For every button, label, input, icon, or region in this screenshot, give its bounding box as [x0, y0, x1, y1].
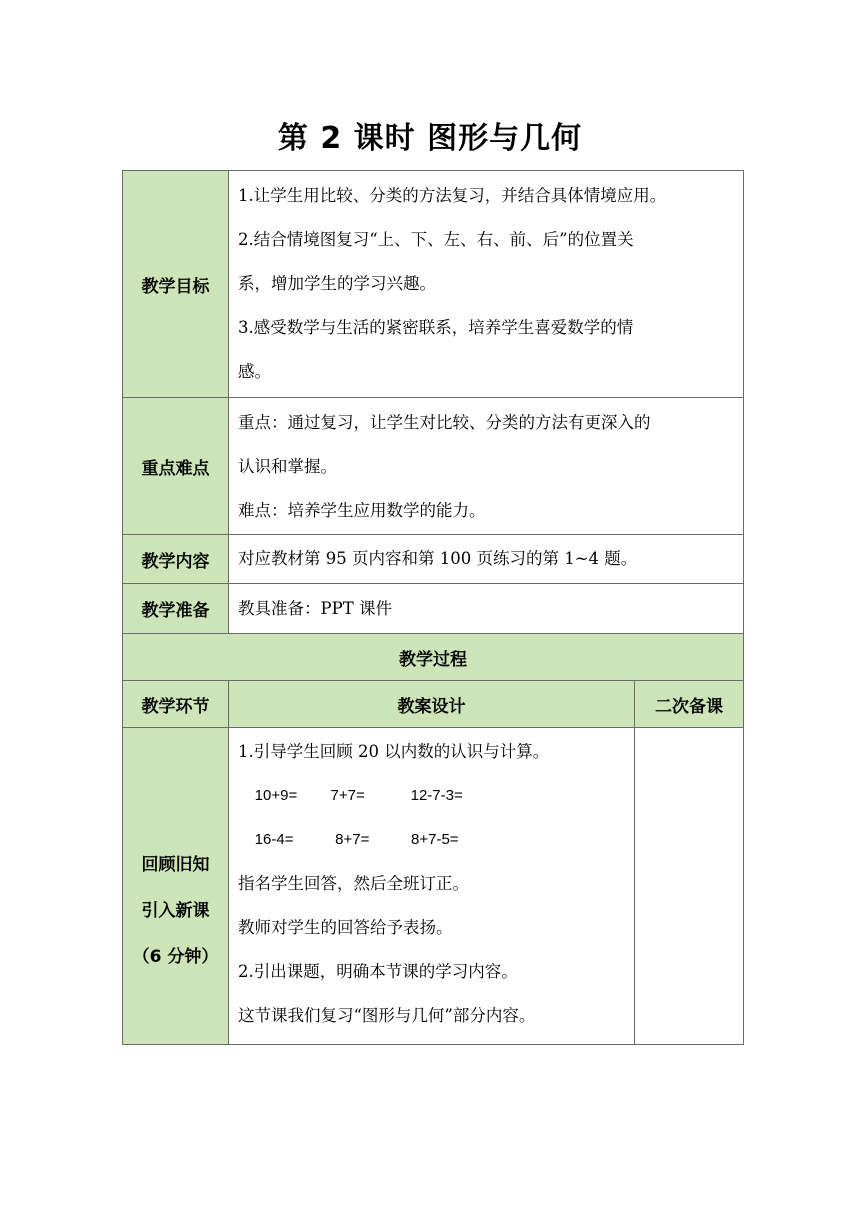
key-points-row	[123, 398, 744, 535]
page-title: 第 2 课时 图形与几何	[277, 121, 583, 156]
review-line: 这节课我们复习“图形与几何”部分内容。	[238, 1006, 536, 1025]
column-stage: 教学环节	[123, 681, 229, 728]
goals-line: 1.让学生用比较、分类的方法复习，并结合具体情境应用。	[238, 186, 667, 205]
review-row	[123, 728, 744, 1045]
process-header: 教学过程	[123, 634, 744, 681]
goals-line: 系，增加学生的学习兴趣。	[238, 274, 436, 293]
key-points-line: 认识和掌握。	[238, 457, 337, 476]
goals-label: 教学目标	[123, 171, 229, 398]
prep-text: 教具准备：PPT 课件	[238, 598, 392, 618]
review-calc-line: 10+9= 7+7= 12-7-3=	[238, 787, 463, 804]
review-line: 1.引导学生回顾 20 以内数的认识与计算。	[238, 742, 550, 761]
prep-value	[229, 584, 744, 634]
review-calc-line: 16-4= 8+7= 8+7-5=	[238, 831, 459, 848]
review-second-note	[635, 728, 744, 1045]
review-stage-line: 回顾旧知	[141, 855, 210, 875]
key-points-content	[229, 398, 744, 535]
key-points-label: 重点难点	[123, 398, 229, 535]
content-text: 对应教材第 95 页内容和第 100 页练习的第 1~4 题。	[238, 549, 638, 568]
column-design: 教案设计	[229, 681, 635, 728]
goals-line: 感。	[238, 362, 271, 381]
review-stage-line: （6 分钟）	[132, 947, 219, 967]
goals-line: 2.结合情境图复习“上、下、左、右、前、后”的位置关	[238, 230, 634, 249]
goals-line: 3.感受数学与生活的紧密联系，培养学生喜爱数学的情	[238, 318, 634, 337]
prep-label: 教学准备	[123, 584, 229, 634]
column-header-row	[123, 681, 744, 728]
prep-row	[123, 584, 744, 634]
column-second: 二次备课	[635, 681, 744, 728]
review-line: 教师对学生的回答给予表扬。	[238, 918, 453, 937]
review-stage-line: 引入新课	[141, 901, 210, 921]
content-label: 教学内容	[123, 535, 229, 584]
process-header-row	[123, 634, 744, 681]
review-line: 2.引出课题，明确本节课的学习内容。	[238, 962, 518, 981]
content-value	[229, 535, 744, 584]
review-design	[229, 728, 635, 1045]
content-row	[123, 535, 744, 584]
goals-content	[229, 171, 744, 398]
goals-row	[123, 171, 744, 398]
key-points-line: 重点：通过复习，让学生对比较、分类的方法有更深入的	[238, 413, 651, 432]
key-points-line: 难点：培养学生应用数学的能力。	[238, 501, 486, 520]
review-stage	[123, 728, 229, 1045]
review-line: 指名学生回答，然后全班订正。	[238, 874, 469, 893]
lesson-plan-table	[122, 170, 744, 1045]
